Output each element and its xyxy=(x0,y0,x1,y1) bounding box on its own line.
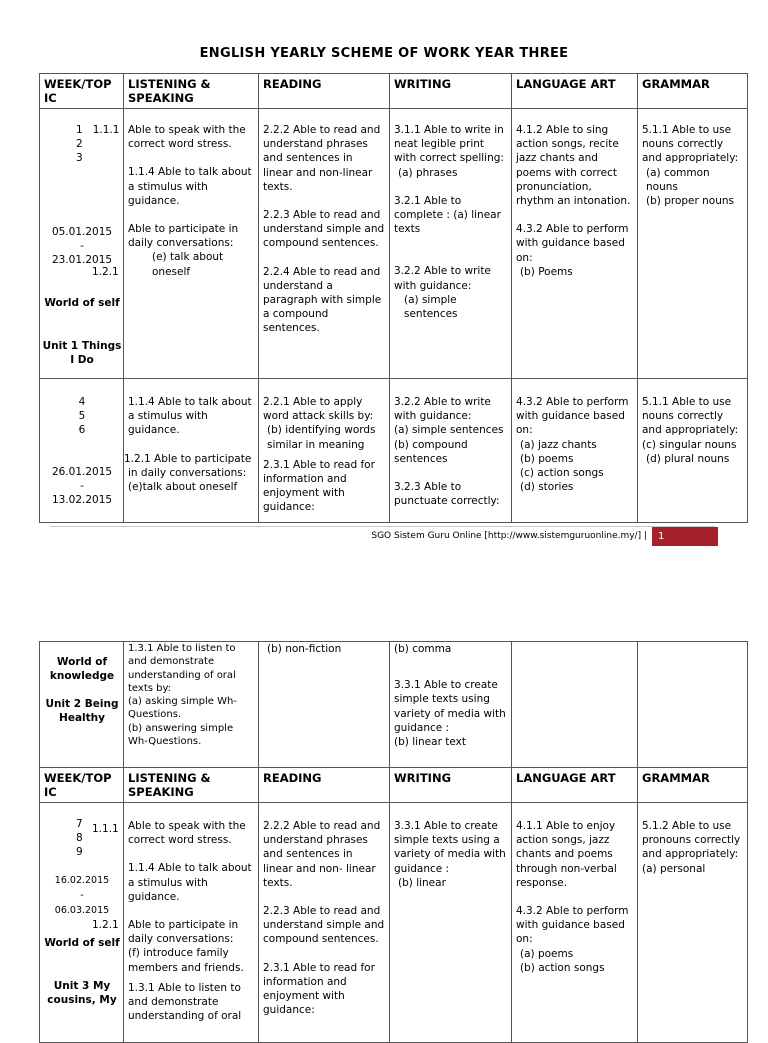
week-number: 8 xyxy=(76,832,83,845)
header-writing: WRITING xyxy=(390,74,512,109)
week-number: 2 xyxy=(76,138,83,151)
language-art-item: 4.1.2 Able to sing action songs, recite jazz chants and poems with correct pronunciation, rhythm an intonation. xyxy=(516,124,631,208)
language-art-item: 4.3.2 Able to perform with guidance based on: xyxy=(516,223,629,264)
language-art-item: (a) jazz chants xyxy=(520,438,597,451)
date-to: 23.01.2015 xyxy=(51,254,113,267)
writing-item: (b) linear xyxy=(398,876,446,889)
date-dash: - xyxy=(80,890,84,901)
header-listening-speaking: LISTENING & SPEAKING xyxy=(124,768,259,803)
listening-item: 1.3.1 Able to listen to and demonstrate understanding of oral xyxy=(128,981,242,1023)
reading-cell xyxy=(259,803,390,1043)
theme-label: World of self xyxy=(44,297,120,309)
listening-item: 1.2.1 Able to participate xyxy=(124,452,252,465)
unit-label: Unit 3 My cousins, My xyxy=(47,980,117,1007)
listening-item: 1.1.4 Able to talk about a stimulus with guidance. xyxy=(128,166,252,207)
week-number: 1 xyxy=(76,124,83,136)
date-dash: - xyxy=(80,240,84,253)
week-topic-cell xyxy=(40,803,124,1043)
language-art-cell xyxy=(512,109,638,379)
writing-item: (b) compound sentences xyxy=(394,438,468,465)
listening-item: Able to participate in daily conversations: xyxy=(128,919,239,946)
language-art-item: (b) action songs xyxy=(520,961,605,974)
week-number: 9 xyxy=(76,846,83,859)
writing-item: 3.2.3 Able to punctuate correctly: xyxy=(394,481,500,508)
listening-cell xyxy=(124,379,259,523)
writing-item: 3.2.1 Able to complete : (a) linear texts xyxy=(394,194,501,236)
writing-cell xyxy=(390,109,512,379)
language-art-cell xyxy=(512,642,638,768)
grammar-item: (a) common nouns xyxy=(646,166,710,193)
writing-item: (a) phrases xyxy=(398,166,458,179)
reading-cell xyxy=(259,109,390,379)
language-art-item: 4.1.1 Able to enjoy action songs, jazz chants and poems through non-verbal response. xyxy=(516,820,617,889)
writing-item: 3.3.1 Able to create simple texts using a variety of media with guidance : xyxy=(394,820,506,875)
sub-skill-code: 1.1.1 xyxy=(92,124,120,136)
footer-divider xyxy=(50,526,716,527)
week-number: 5 xyxy=(78,410,86,423)
header-grammar: GRAMMAR xyxy=(638,768,748,803)
writing-item: 3.2.2 Able to write with guidance: xyxy=(394,265,491,292)
header-week-topic: WEEK/TOP IC xyxy=(40,768,124,803)
reading-item: 2.3.1 Able to read for information and enjoyment with guidance: xyxy=(263,961,375,1017)
listening-item: in daily conversations: xyxy=(128,466,247,479)
date-from: 26.01.2015 xyxy=(51,466,113,478)
grammar-item: (d) plural nouns xyxy=(646,452,730,465)
reading-item: 2.2.2 Able to read and understand phrases and sentences in linear and non- linear texts. xyxy=(263,820,381,889)
scheme-table-page2 xyxy=(39,641,748,1043)
date-from: 16.02.2015 xyxy=(54,875,110,886)
writing-cell xyxy=(390,803,512,1043)
grammar-cell xyxy=(638,642,748,768)
header-week-topic: WEEK/TOP IC xyxy=(40,74,124,109)
document-title: ENGLISH YEARLY SCHEME OF WORK YEAR THREE xyxy=(199,46,569,61)
reading-item: 2.3.1 Able to read for information and enjoyment with guidance: xyxy=(263,458,375,514)
reading-item: 2.2.4 Able to read and understand a paragraph with simple a compound sentences. xyxy=(263,265,382,335)
sub-skill-code: 1.2.1 xyxy=(92,919,119,931)
date-dash: - xyxy=(80,480,84,493)
grammar-cell xyxy=(638,379,748,523)
writing-item: (a) simple sentences xyxy=(394,424,504,437)
grammar-cell xyxy=(638,803,748,1043)
header-language-art: LANGUAGE ART xyxy=(512,768,638,803)
listening-item: Able to speak with the correct word stress. xyxy=(128,820,246,847)
footer-source-text: SGO Sistem Guru Online [http://www.sistemguruonline.my/] | xyxy=(371,531,647,541)
writing-item: (a) simple sentences xyxy=(404,293,458,321)
week-number: 7 xyxy=(76,818,83,830)
reading-item: (b) identifying words similar in meaning xyxy=(267,424,376,451)
listening-item: 1.1.4 Able to talk about a stimulus with guidance. xyxy=(128,396,252,437)
date-to: 06.03.2015 xyxy=(54,905,110,916)
writing-item: (b) comma xyxy=(394,643,452,655)
listening-cell xyxy=(124,109,259,379)
week-topic-cell xyxy=(40,642,124,768)
table-row xyxy=(40,379,748,523)
writing-item: 3.1.1 Able to write in neat legible print with correct spelling: xyxy=(394,124,504,165)
sub-skill-code: 1.1.1 xyxy=(92,823,119,835)
writing-cell xyxy=(390,642,512,768)
writing-item: 3.2.2 Able to write with guidance: xyxy=(394,396,491,423)
language-art-item: (a) poems xyxy=(520,947,574,960)
grammar-cell xyxy=(638,109,748,379)
scheme-table-page1 xyxy=(39,73,748,523)
reading-item: 2.2.3 Able to read and understand simple and compound sentences. xyxy=(263,905,385,946)
week-number: 6 xyxy=(78,424,86,437)
week-topic-cell xyxy=(40,379,124,523)
header-writing: WRITING xyxy=(390,768,512,803)
writing-cell xyxy=(390,379,512,523)
grammar-item: 5.1.1 Able to use nouns correctly and appropriately: xyxy=(642,124,739,165)
week-topic-cell xyxy=(40,109,124,379)
header-language-art: LANGUAGE ART xyxy=(512,74,638,109)
date-to: 13.02.2015 xyxy=(51,494,113,507)
listening-item: 1.3.1 Able to listen to and demonstrate understanding of oral texts by: xyxy=(128,643,236,694)
reading-cell xyxy=(259,642,390,768)
reading-cell xyxy=(259,379,390,523)
language-art-item: 4.3.2 Able to perform with guidance based on: xyxy=(516,905,629,946)
listening-item: (b) answering simple Wh-Questions. xyxy=(128,722,234,748)
sub-skill-code: 1.2.1 xyxy=(92,266,119,278)
reading-item: (b) non-fiction xyxy=(267,643,342,655)
reading-item: 2.2.1 Able to apply word attack skills by: xyxy=(263,396,374,423)
listening-item: Able to speak with the correct word stress. xyxy=(128,124,246,151)
header-grammar: GRAMMAR xyxy=(638,74,748,109)
grammar-item: 5.1.2 Able to use pronouns correctly and appropriately: xyxy=(642,820,741,861)
language-art-item: (b) poems xyxy=(520,452,574,465)
page-number-badge: 1 xyxy=(652,527,718,546)
reading-item: 2.2.3 Able to read and understand simple and compound sentences. xyxy=(263,209,385,250)
listening-cell xyxy=(124,642,259,768)
unit-label: Unit 2 Being Healthy xyxy=(45,698,119,725)
theme-label: World of knowledge xyxy=(49,656,115,683)
listening-item: (e) talk about oneself xyxy=(152,251,224,278)
language-art-cell xyxy=(512,803,638,1043)
table-row xyxy=(40,109,748,379)
unit-label: Unit 1 Things I Do xyxy=(42,340,122,367)
date-from: 05.01.2015 xyxy=(51,226,113,238)
listening-cell xyxy=(124,803,259,1043)
header-reading: READING xyxy=(259,74,390,109)
language-art-item: (d) stories xyxy=(520,481,574,494)
language-art-item: (b) Poems xyxy=(520,265,573,278)
grammar-item: (a) personal xyxy=(642,862,706,875)
week-number: 4 xyxy=(78,396,86,408)
reading-item: 2.2.2 Able to read and understand phrases and sentences in linear and non-linear texts. xyxy=(263,124,381,193)
language-art-cell xyxy=(512,379,638,523)
listening-item: (e)talk about oneself xyxy=(128,481,238,494)
header-reading: READING xyxy=(259,768,390,803)
theme-label: World of self xyxy=(44,937,120,949)
listening-item: (f) introduce family members and friends. xyxy=(128,947,244,974)
language-art-item: 4.3.2 Able to perform with guidance based on: xyxy=(516,396,629,437)
table-row xyxy=(40,642,748,768)
week-number: 3 xyxy=(76,152,83,165)
listening-item: (a) asking simple Wh-Questions. xyxy=(128,696,237,721)
language-art-item: (c) action songs xyxy=(520,467,604,480)
listening-item: 1.1.4 Able to talk about a stimulus with guidance. xyxy=(128,862,252,903)
grammar-item: 5.1.1 Able to use nouns correctly and appropriately: xyxy=(642,396,739,437)
writing-item: 3.3.1 Able to create simple texts using variety of media with guidance : xyxy=(394,679,506,734)
writing-item: (b) linear text xyxy=(394,736,466,749)
grammar-item: (b) proper nouns xyxy=(646,195,735,208)
table-row xyxy=(40,803,748,1043)
grammar-item: (c) singular nouns xyxy=(642,438,737,451)
listening-item: Able to participate in daily conversations: xyxy=(128,223,239,250)
header-listening-speaking: LISTENING & SPEAKING xyxy=(124,74,259,109)
